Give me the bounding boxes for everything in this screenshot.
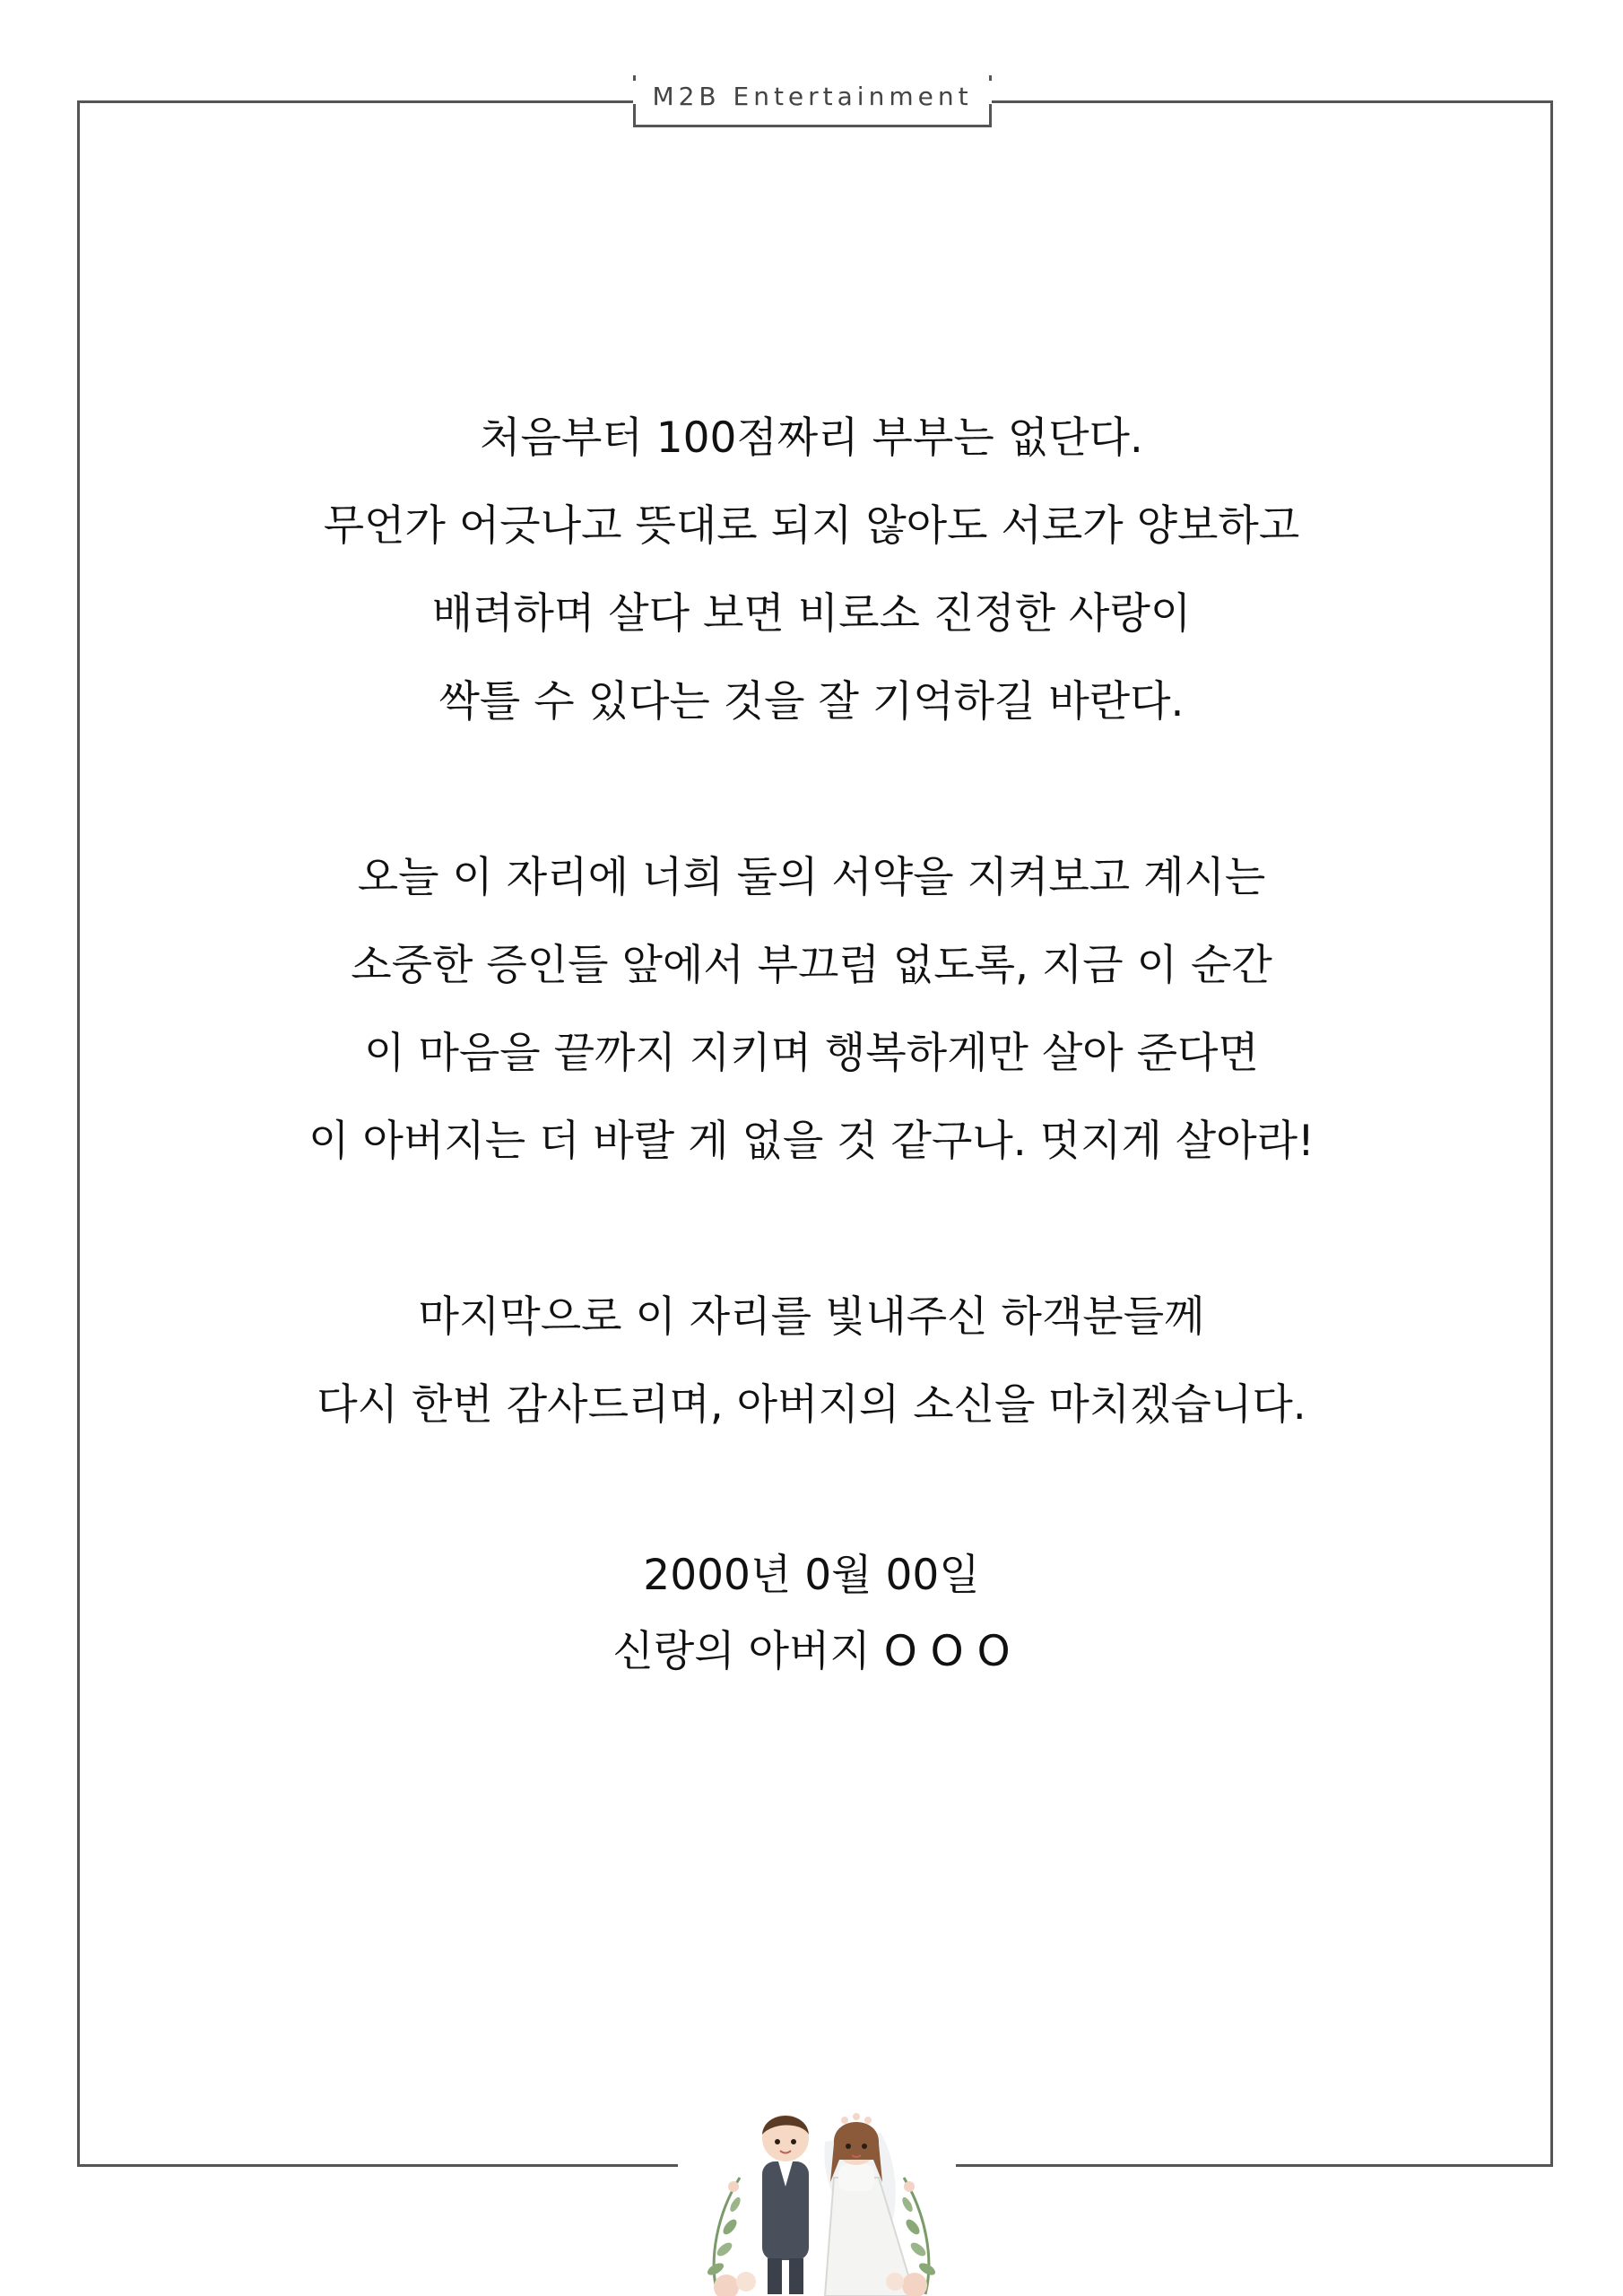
- bride-figure: [824, 2113, 915, 2296]
- letter-line: 소중한 증인들 앞에서 부끄럼 없도록, 지금 이 순간: [351, 941, 1272, 990]
- letter-date: 2000년 0월 00일: [643, 1551, 980, 1600]
- signature-block: [108, 1537, 1515, 1690]
- letter-line: 이 아버지는 더 바랄 게 없을 것 같구나. 멋지게 살아라!: [308, 1117, 1315, 1166]
- letter-line: 무언가 어긋나고 뜻대로 되지 않아도 서로가 양보하고: [323, 501, 1300, 551]
- letter-signature: 신랑의 아버지 O O O: [612, 1627, 1011, 1676]
- letter-line: 마지막으로 이 자리를 빛내주신 하객분들께: [418, 1292, 1205, 1342]
- letter-line: 이 마음을 끝까지 지키며 행복하게만 살아 준다면: [364, 1029, 1259, 1078]
- paragraph-2: [108, 834, 1515, 1186]
- paragraph-1: [108, 395, 1515, 746]
- bride-and-groom-illustration: [690, 2079, 950, 2296]
- letter-line: 오늘 이 자리에 너희 둘의 서약을 지켜보고 계시는: [357, 853, 1266, 902]
- letter-line: 싹틀 수 있다는 것을 잘 기억하길 바란다.: [438, 677, 1185, 726]
- letter-body: [108, 395, 1515, 1690]
- brand-label: M2B Entertainment: [652, 82, 973, 111]
- paragraph-3: [108, 1274, 1515, 1449]
- groom-figure: [762, 2115, 809, 2294]
- letter-line: 배려하며 살다 보면 비로소 진정한 사랑이: [431, 589, 1192, 639]
- letter-line: 다시 한번 감사드리며, 아버지의 소신을 마치겠습니다.: [317, 1380, 1306, 1430]
- letter-line: 처음부터 100점짜리 부부는 없단다.: [480, 413, 1143, 463]
